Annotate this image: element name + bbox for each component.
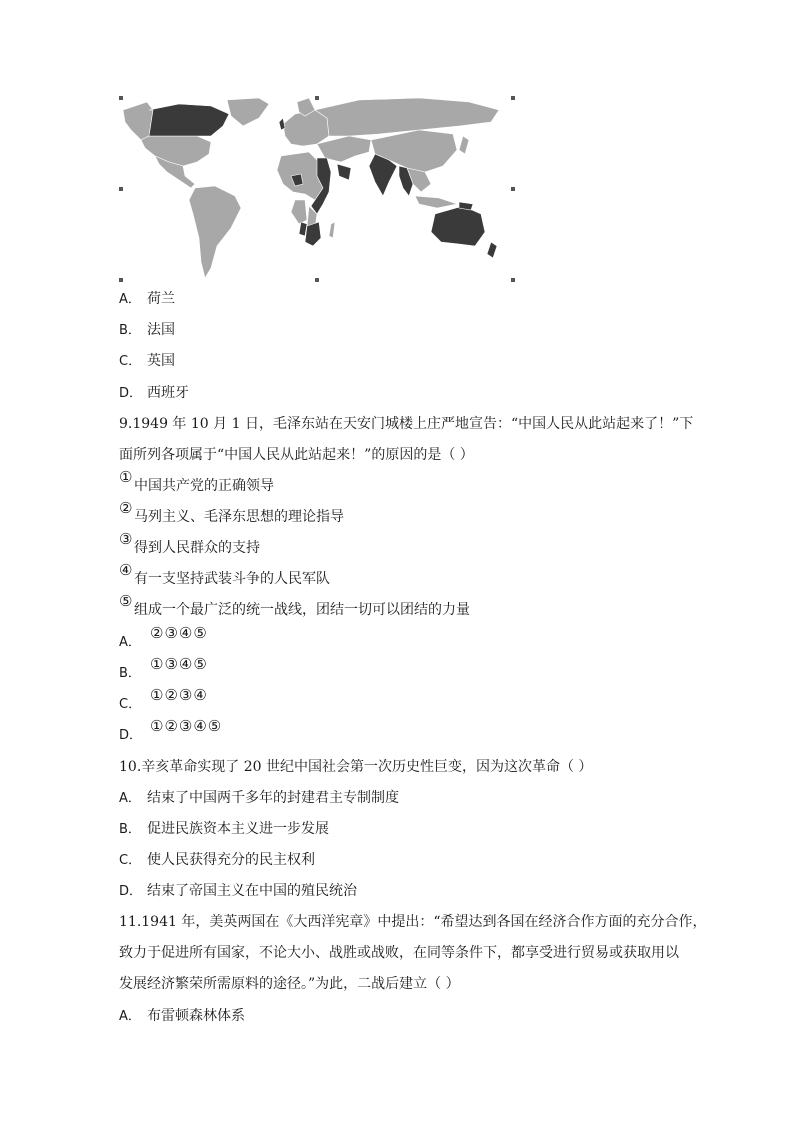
option-letter: C． <box>119 697 142 712</box>
q8-option-c[interactable] <box>119 351 175 372</box>
q9-stem-line-1: 9.1949 年 10 月 1 日，毛泽东站在天安门城楼上庄严地宣告：“中国人民从此站起来了！”下 <box>119 416 694 432</box>
option-text: ①②③④ <box>150 686 208 704</box>
q9-item-1-text: 中国共产党的正确领导 <box>134 478 274 494</box>
option-text: 布雷顿森林体系 <box>147 1008 245 1024</box>
resize-handle-top-right[interactable] <box>511 96 515 100</box>
resize-handle-bottom-right[interactable] <box>511 278 515 282</box>
q10-stem: 10.辛亥革命实现了 20 世纪中国社会第一次历史性巨变，因为这次革命（ ） <box>119 759 593 775</box>
q9-item-2-text: 马列主义、毛泽东思想的理论指导 <box>134 509 344 525</box>
option-text: 法国 <box>147 322 175 338</box>
resize-handle-middle-right[interactable] <box>511 187 515 191</box>
q9-item-2-mark: ② <box>119 499 133 517</box>
q9-item-1-mark: ① <box>119 468 133 486</box>
q9-item-4-text: 有一支坚持武装斗争的人民军队 <box>134 571 330 587</box>
q9-item-3-mark: ③ <box>119 530 133 548</box>
option-text: 结束了中国两千多年的封建君主专制制度 <box>147 790 399 806</box>
resize-handle-middle-left[interactable] <box>119 187 123 191</box>
q9-item-5-text: 组成一个最广泛的统一战线，团结一切可以团结的力量 <box>134 602 470 618</box>
q11-option-a[interactable] <box>119 1006 245 1027</box>
option-text: ②③④⑤ <box>150 624 208 642</box>
q10-option-c[interactable] <box>119 850 315 871</box>
option-letter: A． <box>119 1009 141 1024</box>
option-letter: B． <box>119 323 141 338</box>
q8-option-a[interactable] <box>119 289 175 310</box>
world-map-icon <box>119 96 515 282</box>
option-letter: C． <box>119 354 142 369</box>
q9-item-5-mark: ⑤ <box>119 592 133 610</box>
q9-item-3-text: 得到人民群众的支持 <box>134 540 260 556</box>
resize-handle-top-left[interactable] <box>119 96 123 100</box>
q10-option-d[interactable] <box>119 881 357 902</box>
option-letter: D． <box>119 884 143 899</box>
option-letter: C． <box>119 853 142 868</box>
resize-handle-bottom-middle[interactable] <box>315 278 319 282</box>
resize-handle-top-middle[interactable] <box>315 96 319 100</box>
world-map-figure <box>119 96 515 282</box>
option-text: ①③④⑤ <box>150 655 208 673</box>
option-letter: B． <box>119 822 141 837</box>
option-letter: D． <box>119 386 143 401</box>
q11-stem-line-3: 发展经济繁荣所需原料的途径。”为此，二战后建立（ ） <box>119 976 460 992</box>
option-text: 西班牙 <box>147 385 189 401</box>
q9-stem-line-2: 面所列各项属于“中国人民从此站起来！”的原因的是（ ） <box>119 447 474 463</box>
q11-stem-line-2: 致力于促进所有国家，不论大小、战胜或战败，在同等条件下，都享受进行贸易或获取用以 <box>119 945 679 961</box>
q8-option-b[interactable] <box>119 320 175 341</box>
q9-item-4-mark: ④ <box>119 561 133 579</box>
option-letter: D． <box>119 728 143 743</box>
option-text: 英国 <box>147 353 175 369</box>
option-letter: A． <box>119 292 141 307</box>
q10-option-b[interactable] <box>119 819 329 840</box>
option-letter: A． <box>119 635 141 650</box>
option-text: 荷兰 <box>147 291 175 307</box>
q10-option-a[interactable] <box>119 788 399 809</box>
option-text: ①②③④⑤ <box>150 717 223 735</box>
resize-handle-bottom-left[interactable] <box>119 278 123 282</box>
option-text: 使人民获得充分的民主权利 <box>147 852 315 868</box>
option-letter: A． <box>119 791 141 806</box>
option-text: 结束了帝国主义在中国的殖民统治 <box>147 883 357 899</box>
option-letter: B． <box>119 666 141 681</box>
option-text: 促进民族资本主义进一步发展 <box>147 821 329 837</box>
q8-option-d[interactable] <box>119 383 189 404</box>
q11-stem-line-1: 11.1941 年，美英两国在《大西洋宪章》中提出：“希望达到各国在经济合作方面的充分合作， <box>119 914 707 930</box>
